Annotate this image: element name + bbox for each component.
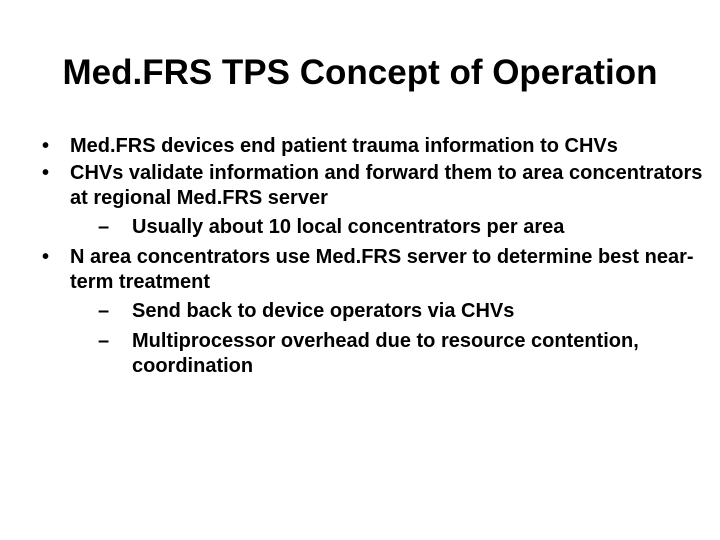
sub-bullet-item <box>70 215 708 240</box>
bullet-item <box>28 245 708 379</box>
sub-bullet-item <box>70 329 708 379</box>
bullet-text: CHVs validate information and forward them to area concentrators at regional Med.FRS server <box>70 162 703 209</box>
bullet-marker: • <box>42 162 50 184</box>
bullet-list <box>28 134 708 384</box>
bullet-text: Med.FRS devices end patient trauma information to CHVs <box>70 135 618 157</box>
sub-bullet-marker: – <box>98 300 110 322</box>
sub-bullet-marker: – <box>98 330 110 352</box>
sub-bullet-text: Multiprocessor overhead due to resource contention, coordination <box>132 330 639 377</box>
sub-bullet-text: Usually about 10 local concentrators per area <box>132 216 565 238</box>
sub-bullet-item <box>70 299 708 324</box>
bullet-item <box>28 161 708 240</box>
sub-bullet-list <box>70 299 708 379</box>
bullet-marker: • <box>42 135 50 157</box>
bullet-marker: • <box>42 246 50 268</box>
bullet-item <box>28 134 708 159</box>
sub-bullet-list <box>70 215 708 240</box>
slide-title: Med.FRS TPS Concept of Operation <box>62 53 658 92</box>
bullet-text: N area concentrators use Med.FRS server to determine best near-term treatment <box>70 246 694 293</box>
sub-bullet-text: Send back to device operators via CHVs <box>132 300 515 322</box>
sub-bullet-marker: – <box>98 216 110 238</box>
